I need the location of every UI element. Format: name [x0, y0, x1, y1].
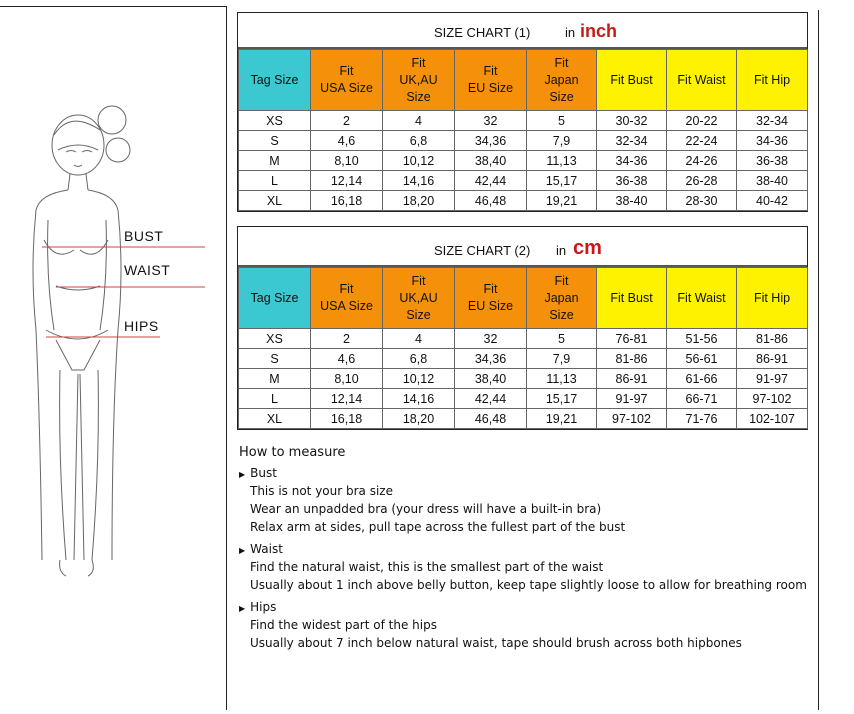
table-cell: 36-38 [737, 151, 808, 171]
header-uk: Fit UK,AU Size [383, 50, 455, 111]
table-row [239, 131, 808, 151]
instruction-line: This is not your bra size [250, 484, 393, 498]
table-cell: 2 [311, 329, 383, 349]
header-eu: Fit EU Size [455, 268, 527, 329]
how-to-heading: How to measure [239, 445, 346, 460]
table-cell: 32 [455, 329, 527, 349]
table-cell: S [239, 131, 311, 151]
how-to-measure [239, 445, 819, 650]
table-row [239, 409, 808, 429]
table-cell: 91-97 [597, 389, 667, 409]
table-cell: XS [239, 329, 311, 349]
table-row [239, 111, 808, 131]
table-cell: 56-61 [667, 349, 737, 369]
table-cell: 6,8 [383, 131, 455, 151]
hips-label: HIPS [124, 318, 159, 334]
table-cell: 12,14 [311, 389, 383, 409]
table-cell: 34-36 [597, 151, 667, 171]
table-cell: 32-34 [737, 111, 808, 131]
header-row [239, 50, 808, 111]
header-bust: Fit Bust [597, 268, 667, 329]
table-cell: 5 [527, 329, 597, 349]
bust-section-title: ▶ Bust [239, 466, 277, 480]
table-cell: 19,21 [527, 409, 597, 429]
female-figure-drawing [0, 90, 226, 590]
header-usa: Fit USA Size [311, 50, 383, 111]
triangle-bullet-icon: ▶ [239, 546, 246, 555]
table-cell: 14,16 [383, 171, 455, 191]
table-cell: 97-102 [597, 409, 667, 429]
instruction-line: Wear an unpadded bra (your dress will have a built-in bra) [250, 502, 602, 516]
table-cell: 7,9 [527, 349, 597, 369]
table-cell: 34,36 [455, 349, 527, 369]
table-cell: 76-81 [597, 329, 667, 349]
table-row [239, 349, 808, 369]
table-cell: 12,14 [311, 171, 383, 191]
table-cell: 14,16 [383, 389, 455, 409]
triangle-bullet-icon: ▶ [239, 604, 246, 613]
table-cell: 11,13 [527, 369, 597, 389]
header-waist: Fit Waist [667, 268, 737, 329]
table-cell: L [239, 171, 311, 191]
table-cell: 19,21 [527, 191, 597, 211]
table-cell: 15,17 [527, 171, 597, 191]
table-cell: 32-34 [597, 131, 667, 151]
unit-prefix: in [565, 25, 576, 40]
table-cell: 10,12 [383, 369, 455, 389]
table-cell: 4 [383, 111, 455, 131]
table-cell: 24-26 [667, 151, 737, 171]
table-cell: 34-36 [737, 131, 808, 151]
chart-title-bar [238, 13, 807, 49]
table-cell: XS [239, 111, 311, 131]
chart-title: SIZE CHART (1) [434, 25, 531, 40]
table-cell: 97-102 [737, 389, 808, 409]
unit-label: cm [573, 237, 602, 259]
table-cell: 4,6 [311, 131, 383, 151]
size-chart-inch [237, 12, 808, 212]
table-cell: 7,9 [527, 131, 597, 151]
chart-title-bar [238, 227, 807, 267]
unit-prefix: in [556, 243, 567, 258]
table-cell: 18,20 [383, 409, 455, 429]
table-cell: M [239, 369, 311, 389]
table-cell: 15,17 [527, 389, 597, 409]
table-cell: 102-107 [737, 409, 808, 429]
table-row [239, 369, 808, 389]
table-cell: 16,18 [311, 409, 383, 429]
header-eu: Fit EU Size [455, 50, 527, 111]
instruction-line: Usually about 7 inch below natural waist, tape should brush across both hipbones [250, 636, 742, 650]
table-cell: 4,6 [311, 349, 383, 369]
table-cell: 91-97 [737, 369, 808, 389]
table-cell: 8,10 [311, 151, 383, 171]
table-cell: XL [239, 409, 311, 429]
table-cell: 86-91 [737, 349, 808, 369]
table-cell: L [239, 389, 311, 409]
instruction-line: Find the widest part of the hips [250, 618, 437, 632]
chart-title: SIZE CHART (2) [434, 243, 531, 258]
table-cell: 36-38 [597, 171, 667, 191]
header-japan: Fit Japan Size [527, 50, 597, 111]
table-cell: 32 [455, 111, 527, 131]
size-table-inch [238, 49, 808, 211]
figure-panel-top-border [0, 6, 226, 7]
table-cell: M [239, 151, 311, 171]
waist-section-title: ▶ Waist [239, 542, 283, 556]
size-table-cm [238, 267, 808, 429]
header-japan: Fit Japan Size [527, 268, 597, 329]
table-cell: 46,48 [455, 409, 527, 429]
header-row [239, 268, 808, 329]
table-cell: 38-40 [737, 171, 808, 191]
instruction-line: Relax arm at sides, pull tape across the fullest part of the bust [250, 520, 626, 534]
table-cell: 18,20 [383, 191, 455, 211]
table-cell: 38,40 [455, 151, 527, 171]
table-cell: 26-28 [667, 171, 737, 191]
table-row [239, 329, 808, 349]
table-cell: 61-66 [667, 369, 737, 389]
header-tag-size: Tag Size [239, 50, 311, 111]
size-chart-cm [237, 226, 808, 430]
header-hip: Fit Hip [737, 268, 808, 329]
unit-label: inch [580, 21, 618, 41]
table-cell: 81-86 [737, 329, 808, 349]
table-cell: 38,40 [455, 369, 527, 389]
header-usa: Fit USA Size [311, 268, 383, 329]
table-cell: 16,18 [311, 191, 383, 211]
hips-section-title: ▶ Hips [239, 600, 277, 614]
table-cell: 22-24 [667, 131, 737, 151]
table-row [239, 171, 808, 191]
table-cell: 6,8 [383, 349, 455, 369]
table-cell: 42,44 [455, 389, 527, 409]
table-cell: S [239, 349, 311, 369]
table-cell: 8,10 [311, 369, 383, 389]
table-cell: 34,36 [455, 131, 527, 151]
table-cell: 2 [311, 111, 383, 131]
table-row [239, 151, 808, 171]
triangle-bullet-icon: ▶ [239, 470, 246, 479]
table-cell: 71-76 [667, 409, 737, 429]
table-cell: 46,48 [455, 191, 527, 211]
table-row [239, 191, 808, 211]
table-cell: 5 [527, 111, 597, 131]
table-cell: 66-71 [667, 389, 737, 409]
table-cell: 40-42 [737, 191, 808, 211]
table-cell: 11,13 [527, 151, 597, 171]
header-tag-size: Tag Size [239, 268, 311, 329]
table-cell: XL [239, 191, 311, 211]
table-cell: 81-86 [597, 349, 667, 369]
table-cell: 28-30 [667, 191, 737, 211]
bust-label: BUST [124, 228, 164, 244]
table-cell: 4 [383, 329, 455, 349]
table-cell: 38-40 [597, 191, 667, 211]
table-cell: 86-91 [597, 369, 667, 389]
table-cell: 20-22 [667, 111, 737, 131]
header-hip: Fit Hip [737, 50, 808, 111]
table-cell: 30-32 [597, 111, 667, 131]
instruction-line: Find the natural waist, this is the smallest part of the waist [250, 560, 604, 574]
waist-label: WAIST [124, 262, 171, 278]
table-cell: 51-56 [667, 329, 737, 349]
table-row [239, 389, 808, 409]
body-figure-illustration [0, 90, 226, 590]
header-waist: Fit Waist [667, 50, 737, 111]
header-uk: Fit UK,AU Size [383, 268, 455, 329]
instruction-line: Usually about 1 inch above belly button, keep tape slightly loose to allow for breathing room [250, 578, 807, 592]
table-cell: 10,12 [383, 151, 455, 171]
table-cell: 42,44 [455, 171, 527, 191]
header-bust: Fit Bust [597, 50, 667, 111]
